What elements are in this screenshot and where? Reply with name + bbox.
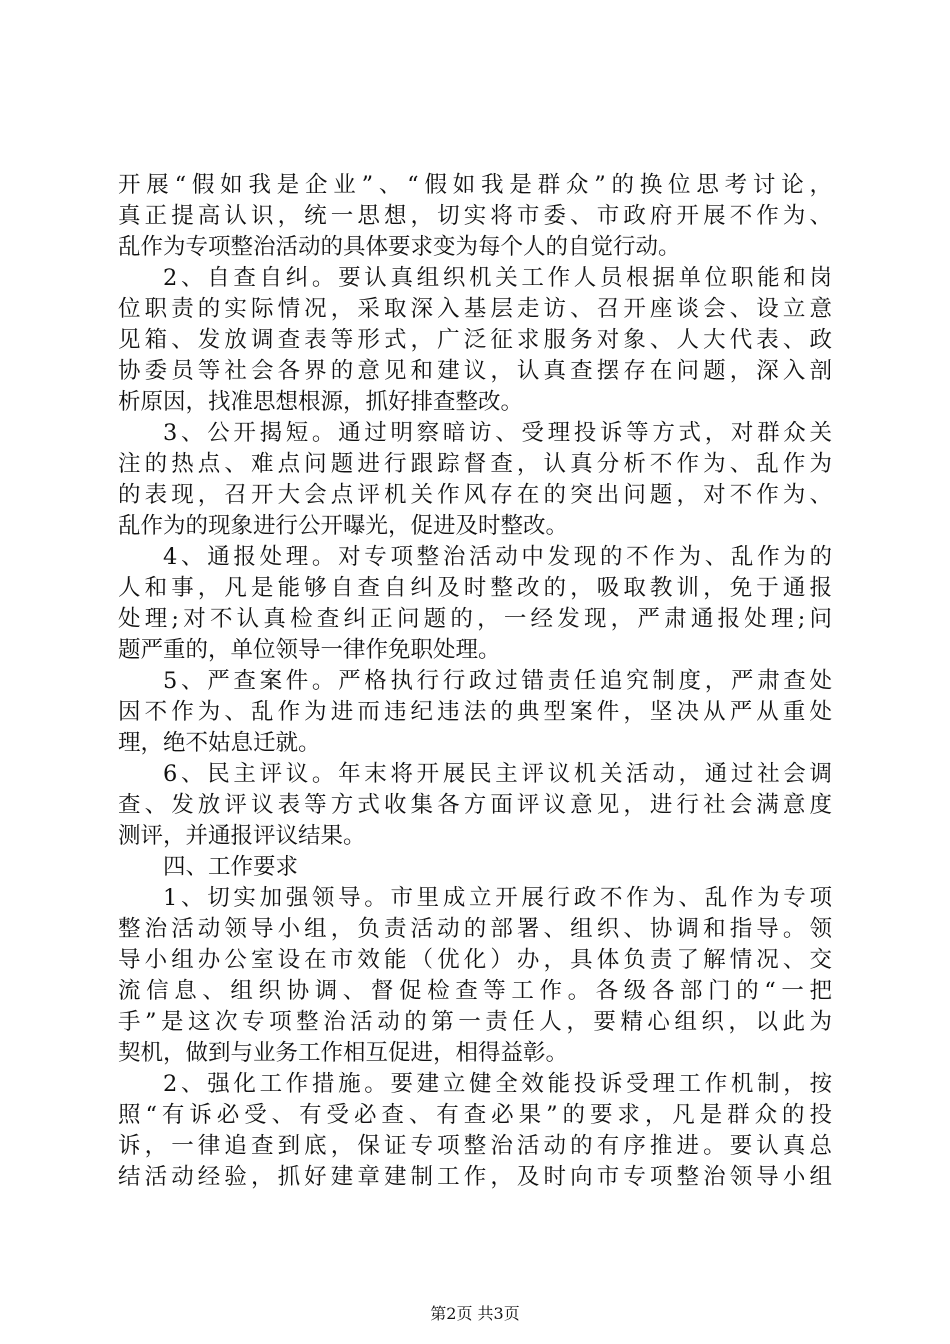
text-line: 乱作为专项整治活动的具体要求变为每个人的自觉行动。 [118,234,681,260]
text-line: 2、自查自纠。要认真组织机关工作人员根据单位职能和岗 [163,265,832,291]
text-line: 人和事，凡是能够自查自纠及时整改的，吸取教训，免于通报 [118,575,832,601]
text-line: 结活动经验，抓好建章建制工作，及时向市专项整治领导小组 [118,1164,832,1190]
text-line: 查、发放评议表等方式收集各方面评议意见，进行社会满意度 [118,792,832,818]
text-line: 5、严查案件。严格执行行政过错责任追究制度，严肃查处 [163,668,832,694]
text-line: 四、工作要求 [163,854,299,880]
text-line: 的表现，召开大会点评机关作风存在的突出问题，对不作为、 [118,482,832,508]
text-line: 契机，做到与业务工作相互促进，相得益彰。 [118,1040,569,1066]
text-line: 3、公开揭短。通过明察暗访、受理投诉等方式，对群众关 [163,420,832,446]
text-line: 诉，一律追查到底，保证专项整治活动的有序推进。要认真总 [118,1133,832,1159]
text-line: 6、民主评议。年末将开展民主评议机关活动，通过社会调 [163,761,832,787]
text-line: 因不作为、乱作为进而违纪违法的典型案件，坚决从严从重处 [118,699,832,725]
text-line: 4、通报处理。对专项整治活动中发现的不作为、乱作为的 [163,544,832,570]
text-line: 照“有诉必受、有受必查、有查必果”的要求，凡是群众的投 [118,1102,832,1128]
text-line: 注的热点、难点问题进行跟踪督查，认真分析不作为、乱作为 [118,451,832,477]
text-line: 真正提高认识，统一思想，切实将市委、市政府开展不作为、 [118,203,832,229]
text-line: 开展“假如我是企业”、“假如我是群众”的换位思考讨论， [118,172,832,198]
text-line: 位职责的实际情况，采取深入基层走访、召开座谈会、设立意 [118,296,832,322]
document-body [118,170,832,1193]
text-line: 整治活动领导小组，负责活动的部署、组织、协调和指导。领 [118,916,832,942]
text-line: 理，绝不姑息迁就。 [118,730,321,756]
text-line: 手”是这次专项整治活动的第一责任人，要精心组织，以此为 [118,1009,832,1035]
text-line: 见箱、发放调查表等形式，广泛征求服务对象、人大代表、政 [118,327,832,353]
text-line: 处理;对不认真检查纠正问题的，一经发现，严肃通报处理;问 [118,606,832,632]
text-line: 1、切实加强领导。市里成立开展行政不作为、乱作为专项 [163,885,832,911]
text-line: 测评，并通报评议结果。 [118,823,366,849]
text-line: 析原因，找准思想根源，抓好排查整改。 [118,389,524,415]
page-number: 第2页 共3页 [430,1304,520,1323]
text-line: 2、强化工作措施。要建立健全效能投诉受理工作机制，按 [163,1071,832,1097]
text-line: 流信息、组织协调、督促检查等工作。各级各部门的“一把 [118,978,832,1004]
text-line: 乱作为的现象进行公开曝光，促进及时整改。 [118,513,569,539]
text-line: 协委员等社会各界的意见和建议，认真查摆存在问题，深入剖 [118,358,832,384]
text-line: 导小组办公室设在市效能（优化）办，具体负责了解情况、交 [118,947,832,973]
text-line: 题严重的，单位领导一律作免职处理。 [118,637,501,663]
